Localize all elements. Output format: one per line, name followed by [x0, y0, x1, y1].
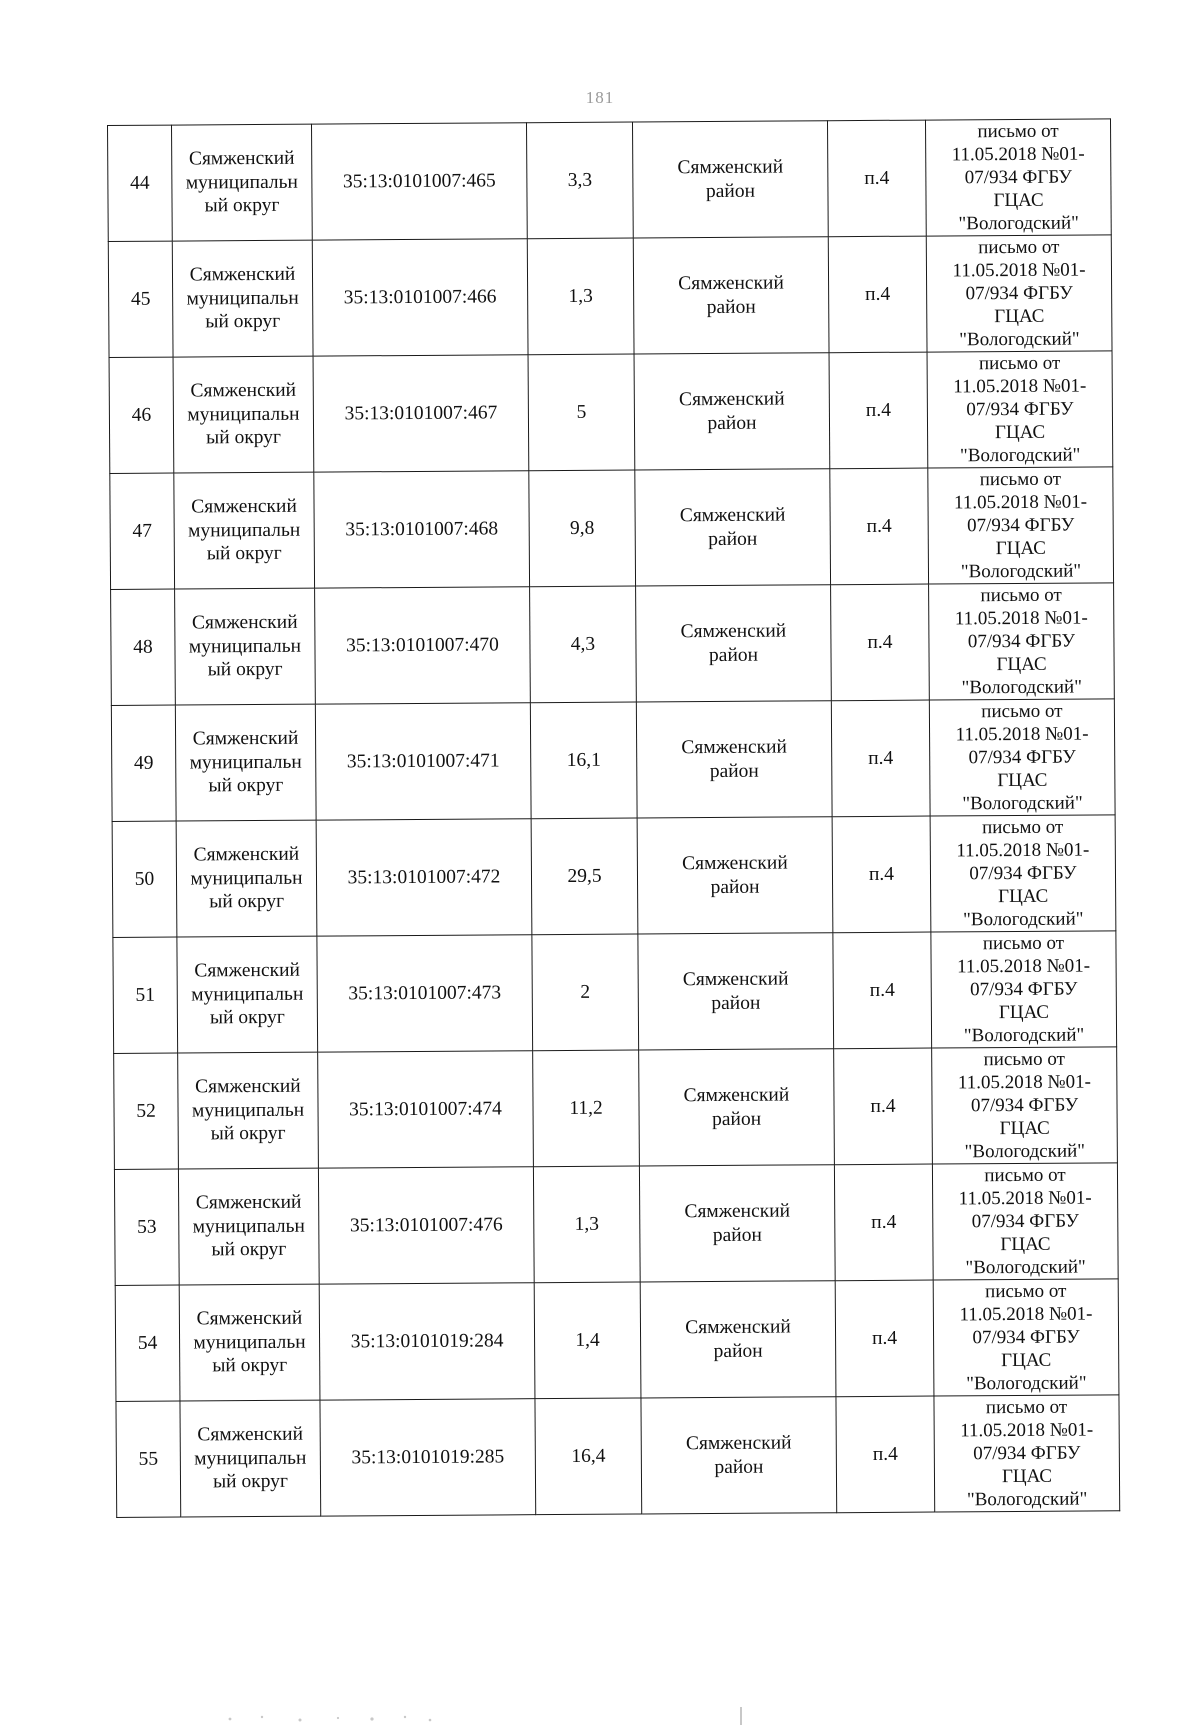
note-line: письмо от [982, 932, 1065, 955]
note-cell [934, 1395, 1120, 1512]
clause-cell: п.4 [834, 1048, 933, 1165]
note-line: "Вологодский" [959, 444, 1081, 467]
cadastral-number-cell: 35:13:0101007:468 [314, 471, 530, 588]
page-number: 181 [585, 88, 615, 107]
note-line: "Вологодский" [966, 1372, 1087, 1395]
note-line: 11.05.2018 №01- [951, 143, 1085, 166]
owner-cell [175, 588, 316, 705]
table-row [114, 1047, 1118, 1170]
cadastral-number-cell: 35:13:0101019:285 [320, 1399, 536, 1516]
note-cell [927, 351, 1113, 468]
district-cell [636, 585, 832, 702]
owner-cell [176, 820, 317, 937]
note-cell [928, 467, 1114, 584]
note-line: ГЦАС [1001, 1349, 1052, 1372]
table-row [111, 583, 1115, 706]
area-cell: 4,3 [530, 586, 637, 703]
owner-cell-text: Сямженский муниципальный округ [191, 959, 304, 1029]
area-cell: 2 [532, 934, 639, 1051]
note-line: письмо от [984, 1164, 1066, 1187]
note-line: ГЦАС [1000, 1233, 1051, 1256]
note-line: письмо от [985, 1280, 1067, 1303]
table-row [111, 699, 1115, 822]
row-number-cell: 45 [108, 241, 173, 357]
note-line: ГЦАС [996, 653, 1047, 676]
note-line: письмо от [981, 700, 1063, 723]
land-plots-table [107, 118, 1120, 1518]
note-line: 07/934 ФГБУ [969, 862, 1077, 885]
note-cell [929, 583, 1115, 700]
owner-cell-text: Сямженский муниципальный округ [193, 1307, 306, 1377]
note-cell [931, 931, 1117, 1048]
row-number-cell: 54 [115, 1285, 180, 1401]
area-cell: 3,3 [526, 122, 633, 239]
cadastral-number-cell: 35:13:0101007:472 [316, 819, 532, 936]
note-cell [932, 1163, 1118, 1280]
row-number-cell: 55 [116, 1401, 181, 1517]
note-line: 11.05.2018 №01- [957, 1071, 1091, 1094]
district-cell [638, 933, 834, 1050]
cadastral-number-cell: 35:13:0101007:465 [311, 123, 527, 240]
table-row [112, 815, 1116, 938]
note-line: "Вологодский" [958, 212, 1079, 235]
district-cell [632, 121, 828, 238]
note-cell [930, 815, 1116, 932]
note-line: 07/934 ФГБУ [970, 1094, 1079, 1117]
table-row [108, 119, 1112, 242]
owner-cell-text: Сямженский муниципальный округ [192, 1191, 305, 1261]
table-row [116, 1395, 1120, 1518]
note-cell [932, 1047, 1118, 1164]
clause-cell: п.4 [833, 932, 932, 1049]
district-cell [639, 1165, 835, 1282]
owner-cell [174, 472, 315, 589]
area-cell: 29,5 [531, 818, 638, 935]
row-number-cell: 47 [110, 473, 175, 589]
note-line: "Вологодский" [966, 1488, 1088, 1511]
note-line: 07/934 ФГБУ [971, 1210, 1079, 1233]
clause-cell: п.4 [832, 816, 931, 933]
district-cell-text: Сямженский район [683, 1084, 790, 1130]
note-line: ГЦАС [994, 305, 1045, 328]
scan-noise-strip [0, 1705, 1200, 1729]
cadastral-number-cell: 35:13:0101007:467 [313, 355, 529, 472]
note-line: 11.05.2018 №01- [958, 1187, 1092, 1210]
clause-cell: п.4 [834, 1164, 933, 1281]
row-number-cell: 44 [108, 125, 173, 241]
table-row [108, 235, 1112, 358]
district-cell [641, 1397, 837, 1514]
note-line: 11.05.2018 №01- [955, 723, 1089, 746]
owner-cell-text: Сямженский муниципальный округ [185, 148, 299, 217]
owner-cell [172, 124, 313, 241]
table-row [115, 1279, 1119, 1402]
note-line: ГЦАС [995, 537, 1046, 560]
row-number-cell: 50 [112, 821, 177, 937]
note-cell [933, 1279, 1119, 1396]
clause-cell: п.4 [836, 1396, 935, 1513]
note-line: 07/934 ФГБУ [968, 746, 1076, 769]
district-cell [636, 701, 832, 818]
note-line: 07/934 ФГБУ [973, 1442, 1081, 1465]
note-line: "Вологодский" [963, 1024, 1085, 1047]
clause-cell: п.4 [831, 584, 930, 701]
owner-cell-text: Сямженский муниципальный округ [191, 1075, 305, 1145]
note-line: 11.05.2018 №01- [956, 839, 1090, 862]
clause-cell: п.4 [829, 352, 928, 469]
row-number-cell: 51 [113, 937, 178, 1053]
owner-cell [178, 1168, 319, 1285]
owner-cell [179, 1284, 320, 1401]
district-cell-text: Сямженский район [682, 968, 789, 1014]
district-cell-text: Сямженский район [681, 736, 788, 782]
note-line: ГЦАС [1001, 1465, 1053, 1488]
table-row [113, 931, 1117, 1054]
cadastral-number-cell: 35:13:0101019:284 [319, 1283, 535, 1400]
owner-cell-text: Сямженский муниципальный округ [189, 727, 302, 797]
note-line: ГЦАС [993, 189, 1044, 212]
district-cell-text: Сямженский район [685, 1316, 791, 1362]
owner-cell-text: Сямженский муниципальный округ [188, 495, 301, 565]
note-line: ГЦАС [999, 1117, 1050, 1140]
note-line: "Вологодский" [965, 1256, 1086, 1279]
row-number-cell: 48 [111, 589, 176, 705]
note-line: письмо от [981, 816, 1064, 839]
note-line: 07/934 ФГБУ [970, 978, 1078, 1001]
owner-cell-text: Сямженский муниципальный округ [188, 611, 302, 681]
note-line: 11.05.2018 №01- [959, 1303, 1093, 1326]
note-line: ГЦАС [994, 421, 1046, 444]
area-cell: 1,4 [534, 1282, 641, 1399]
note-line: 11.05.2018 №01- [953, 375, 1087, 398]
cadastral-number-cell: 35:13:0101007:471 [315, 703, 531, 820]
district-cell-text: Сямженский район [677, 156, 784, 202]
note-line: 07/934 ФГБУ [972, 1326, 1080, 1349]
area-cell: 16,1 [530, 702, 637, 819]
table-row [114, 1163, 1118, 1286]
district-cell-text: Сямженский район [678, 388, 785, 434]
clause-cell: п.4 [828, 236, 927, 353]
row-number-cell: 52 [114, 1053, 179, 1169]
note-line: письмо от [978, 236, 1060, 259]
district-cell-text: Сямженский район [680, 620, 787, 666]
owner-cell [178, 1052, 319, 1169]
note-line: "Вологодский" [962, 792, 1083, 815]
row-number-cell: 49 [111, 705, 176, 821]
row-number-cell: 46 [109, 357, 174, 473]
note-line: письмо от [985, 1396, 1068, 1419]
cadastral-number-cell: 35:13:0101007:473 [317, 935, 533, 1052]
note-line: "Вологодский" [964, 1140, 1086, 1163]
clause-cell: п.4 [831, 700, 930, 817]
district-cell-text: Сямженский район [679, 504, 786, 550]
district-cell [639, 1049, 835, 1166]
note-line: 11.05.2018 №01- [953, 491, 1088, 514]
cadastral-number-cell: 35:13:0101007:474 [318, 1051, 534, 1168]
note-line: 07/934 ФГБУ [966, 398, 1074, 421]
district-cell [640, 1281, 836, 1398]
cadastral-number-cell: 35:13:0101007:476 [318, 1167, 534, 1284]
note-line: "Вологодский" [961, 676, 1082, 699]
note-line: 07/934 ФГБУ [967, 630, 1076, 653]
note-cell [925, 119, 1111, 236]
table-row [109, 351, 1113, 474]
note-line: 11.05.2018 №01- [960, 1419, 1094, 1442]
area-cell: 9,8 [529, 470, 636, 587]
note-line: "Вологодский" [963, 908, 1084, 931]
note-line: письмо от [978, 352, 1061, 375]
note-line: ГЦАС [998, 1001, 1050, 1024]
note-line: письмо от [979, 468, 1062, 491]
district-cell [637, 817, 833, 934]
clause-cell: п.4 [827, 120, 926, 237]
row-number-cell: 53 [114, 1169, 179, 1285]
note-cell [929, 699, 1115, 816]
clause-cell: п.4 [835, 1280, 934, 1397]
owner-cell [173, 356, 314, 473]
note-line: ГЦАС [997, 885, 1049, 908]
owner-cell-text: Сямженский муниципальный округ [194, 1423, 307, 1493]
owner-cell-text: Сямженский муниципальный округ [190, 843, 303, 913]
district-cell-text: Сямженский район [678, 272, 784, 318]
owner-cell-text: Сямженский муниципальный округ [187, 380, 300, 449]
owner-cell [172, 240, 313, 357]
district-cell [634, 353, 830, 470]
note-line: 11.05.2018 №01- [957, 955, 1091, 978]
area-cell: 1,3 [527, 238, 634, 355]
owner-cell [180, 1400, 321, 1517]
district-cell-text: Сямженский район [685, 1432, 792, 1478]
area-cell: 1,3 [533, 1166, 640, 1283]
note-line: 11.05.2018 №01- [952, 259, 1086, 282]
area-cell: 5 [528, 354, 635, 471]
note-line: 07/934 ФГБУ [966, 514, 1075, 537]
table-row [110, 467, 1114, 590]
note-line: 07/934 ФГБУ [965, 282, 1073, 305]
cadastral-number-cell: 35:13:0101007:470 [315, 587, 531, 704]
district-cell-text: Сямженский район [684, 1200, 791, 1246]
note-line: "Вологодский" [959, 328, 1080, 351]
owner-cell-text: Сямженский муниципальный округ [186, 264, 299, 333]
cadastral-number-cell: 35:13:0101007:466 [312, 239, 528, 356]
note-line: 11.05.2018 №01- [954, 607, 1088, 630]
owner-cell [177, 936, 318, 1053]
owner-cell [175, 704, 316, 821]
note-cell [926, 235, 1112, 352]
district-cell-text: Сямженский район [682, 852, 788, 898]
area-cell: 11,2 [533, 1050, 640, 1167]
note-line: 07/934 ФГБУ [964, 166, 1073, 189]
note-line: письмо от [980, 584, 1062, 607]
area-cell: 16,4 [535, 1398, 642, 1515]
table-body [108, 119, 1120, 1518]
district-cell [635, 469, 831, 586]
clause-cell: п.4 [830, 468, 929, 585]
note-line: письмо от [977, 120, 1059, 143]
note-line: ГЦАС [997, 769, 1048, 792]
note-line: "Вологодский" [960, 560, 1082, 583]
note-line: письмо от [983, 1048, 1065, 1071]
district-cell [633, 237, 829, 354]
